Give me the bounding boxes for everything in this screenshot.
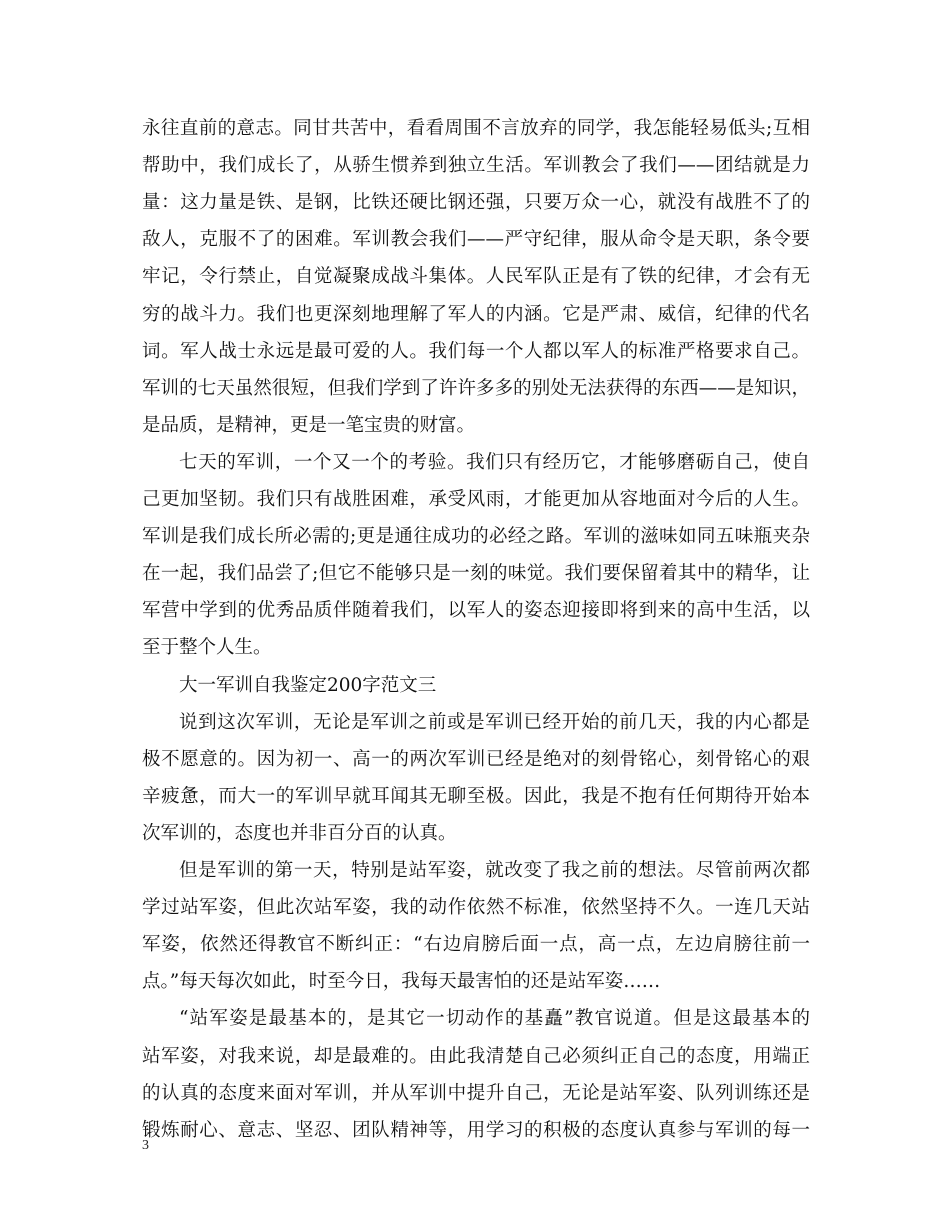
text-line: 锻炼耐心、意志、坚忍、团队精神等，用学习的积极的态度认真参与军训的每一: [142, 1119, 810, 1141]
text-line: 穷的战斗力。我们也更深刻地理解了军人的内涵。它是严肃、威信，纪律的代名: [142, 303, 810, 325]
text-line: 永往直前的意志。同甘共苦中，看看周围不言放弃的同学，我怎能轻易低头;互相: [142, 118, 810, 139]
text-line: 至于整个人生。: [142, 637, 272, 659]
text-line: 学过站军姿，但此次站军姿，我的动作依然不标准，依然坚持不久。一连几天站: [142, 897, 810, 919]
text-line: 军训是我们成长所必需的;更是通往成功的必经之路。军训的滋味如同五味瓶夹杂: [142, 526, 810, 548]
text-line: 军训的七天虽然很短，但我们学到了许许多多的别处无法获得的东西——是知识，: [142, 377, 810, 399]
text-line: 极不愿意的。因为初一、高一的两次军训已经是绝对的刻骨铭心，刻骨铭心的艰: [142, 748, 810, 770]
text-line: 站军姿，对我来说，却是最难的。由此我清楚自己必须纠正自己的态度，用端正: [142, 1045, 810, 1067]
text-line: 次军训的，态度也并非百分百的认真。: [142, 822, 457, 844]
text-line: 是品质，是精神，更是一笔宝贵的财富。: [142, 414, 476, 436]
text-line: 牢记，令行禁止，自觉凝聚成战斗集体。人民军队正是有了铁的纪律，才会有无: [142, 266, 810, 288]
text-line: 量：这力量是铁、是钢，比铁还硬比钢还强，只要万众一心，就没有战胜不了的: [142, 192, 810, 214]
text-line: 帮助中，我们成长了，从骄生惯养到独立生活。军训教会了我们——团结就是力: [142, 155, 810, 177]
text-line: 点。”每天每次如此，时至今日，我每天最害怕的还是站军姿……: [142, 971, 661, 993]
text-line: 敌人，克服不了的困难。军训教会我们——严守纪律，服从命令是天职，条令要: [142, 229, 810, 251]
text-line: 词。军人战士永远是最可爱的人。我们每一个人都以军人的标准严格要求自己。: [142, 340, 810, 362]
text-line: 军营中学到的优秀品质伴随着我们，以军人的姿态迎接即将到来的高中生活，以: [142, 600, 810, 622]
text-line: 辛疲惫，而大一的军训早就耳闻其无聊至极。因此，我是不抱有任何期待开始本: [142, 785, 810, 807]
text-line: 军姿，依然还得教官不断纠正：“右边肩膀后面一点，高一点，左边肩膀往前一: [142, 934, 810, 956]
text-line: 大一军训自我鉴定200字范文三: [179, 674, 437, 696]
text-line: 己更加坚韧。我们只有战胜困难，承受风雨，才能更加从容地面对今后的人生。: [142, 489, 810, 510]
text-line: 七天的军训，一个又一个的考验。我们只有经历它，才能够磨砺自己，使自: [179, 451, 810, 473]
text-line: “站军姿是最基本的，是其它一切动作的基矗”教官说道。但是这最基本的: [179, 1008, 810, 1030]
text-line: 在一起，我们品尝了;但它不能够只是一刻的味觉。我们要保留着其中的精华，让: [142, 563, 810, 585]
text-line: 但是军训的第一天，特别是站军姿，就改变了我之前的想法。尽管前两次都: [179, 860, 810, 881]
text-line: 的认真的态度来面对军训，并从军训中提升自己，无论是站军姿、队列训练还是: [142, 1082, 810, 1104]
page-number: 3: [142, 1138, 149, 1153]
text-line: 说到这次军训，无论是军训之前或是军训已经开始的前几天，我的内心都是: [179, 711, 810, 733]
